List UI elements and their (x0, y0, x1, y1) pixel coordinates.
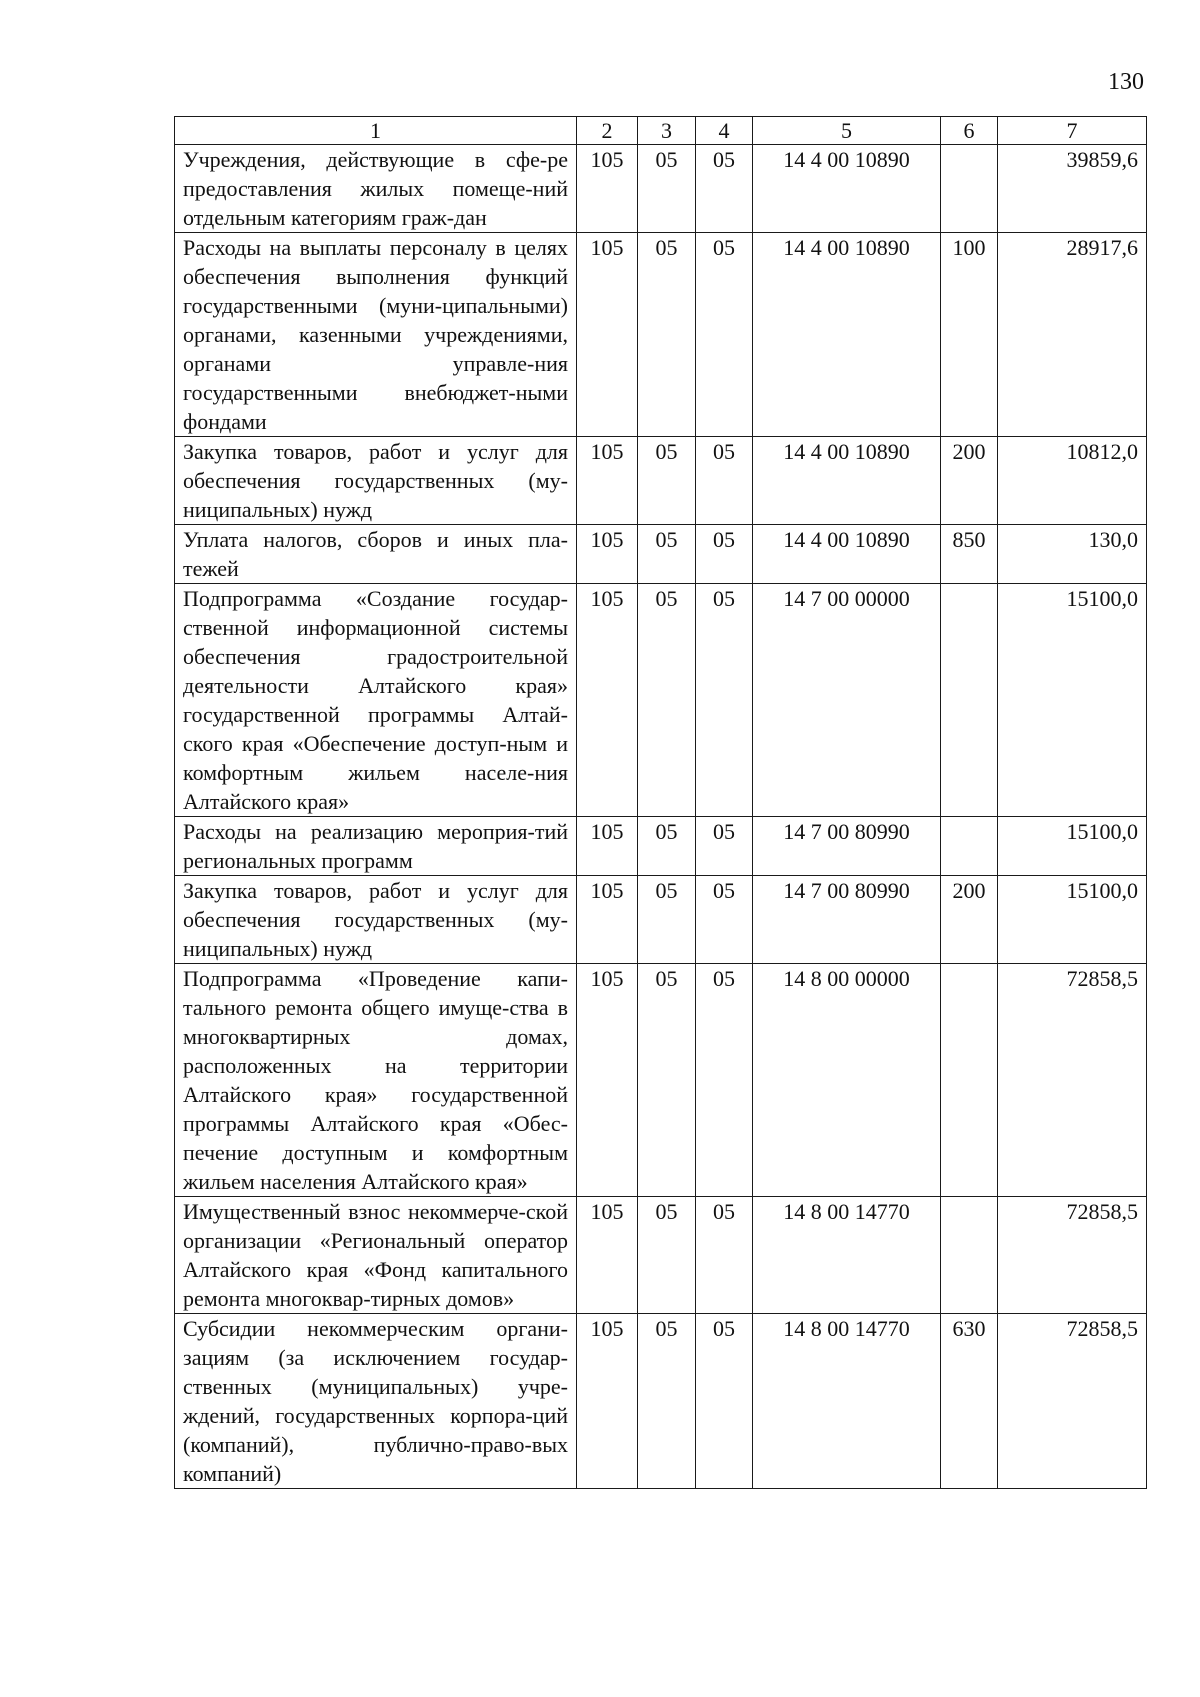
row-subsection-code: 05 (696, 817, 753, 876)
row-name: Имущественный взнос некоммерче-ской организации «Региональный оператор Алтайского края «Фонд капитального ремонта многоквар-тирных домов» (175, 1197, 577, 1314)
row-subsection-code: 05 (696, 233, 753, 437)
row-section-code: 05 (638, 525, 696, 584)
row-ministry-code: 105 (577, 525, 638, 584)
row-target-code: 14 8 00 14770 (753, 1314, 941, 1489)
row-target-code: 14 8 00 00000 (753, 964, 941, 1197)
row-name: Субсидии некоммерческим органи-зациям (за исключением государ-ственных (муниципальных) учре-ждений, государственных корпора-ций (компаний), публично-право-вых компаний) (175, 1314, 577, 1489)
row-subsection-code: 05 (696, 584, 753, 817)
header-cell-2: 2 (577, 117, 638, 145)
row-target-code: 14 7 00 80990 (753, 817, 941, 876)
row-ministry-code: 105 (577, 876, 638, 964)
row-section-code: 05 (638, 584, 696, 817)
row-section-code: 05 (638, 964, 696, 1197)
row-amount: 15100,0 (998, 876, 1147, 964)
row-subsection-code: 05 (696, 525, 753, 584)
row-name: Учреждения, действующие в сфе-ре предоставления жилых помеще-ний отдельным категориям граж-дан (175, 145, 577, 233)
header-cell-6: 6 (941, 117, 998, 145)
header-cell-5: 5 (753, 117, 941, 145)
table-row (175, 437, 1147, 525)
row-ministry-code: 105 (577, 233, 638, 437)
row-amount: 72858,5 (998, 1314, 1147, 1489)
row-expense-type (941, 817, 998, 876)
table-row (175, 145, 1147, 233)
row-amount: 72858,5 (998, 1197, 1147, 1314)
row-target-code: 14 4 00 10890 (753, 525, 941, 584)
row-amount: 28917,6 (998, 233, 1147, 437)
row-target-code: 14 4 00 10890 (753, 233, 941, 437)
row-amount: 10812,0 (998, 437, 1147, 525)
header-cell-3: 3 (638, 117, 696, 145)
row-target-code: 14 8 00 14770 (753, 1197, 941, 1314)
row-name: Расходы на реализацию мероприя-тий региональных программ (175, 817, 577, 876)
row-expense-type (941, 584, 998, 817)
row-expense-type: 200 (941, 876, 998, 964)
row-target-code: 14 7 00 00000 (753, 584, 941, 817)
row-subsection-code: 05 (696, 437, 753, 525)
row-section-code: 05 (638, 1197, 696, 1314)
page-number: 130 (1108, 69, 1144, 95)
row-amount: 39859,6 (998, 145, 1147, 233)
row-amount: 15100,0 (998, 584, 1147, 817)
row-subsection-code: 05 (696, 964, 753, 1197)
row-name: Закупка товаров, работ и услуг для обеспечения государственных (му-ниципальных) нужд (175, 876, 577, 964)
table-row (175, 817, 1147, 876)
row-section-code: 05 (638, 876, 696, 964)
row-name: Расходы на выплаты персоналу в целях обеспечения выполнения функций государственными (муни-ципальными) органами, казенными учреждениями, органами управле-ния государственными внебюджет-ными фондами (175, 233, 577, 437)
table-row (175, 525, 1147, 584)
row-section-code: 05 (638, 817, 696, 876)
header-cell-7: 7 (998, 117, 1147, 145)
row-target-code: 14 4 00 10890 (753, 145, 941, 233)
row-expense-type: 200 (941, 437, 998, 525)
row-expense-type (941, 964, 998, 1197)
row-expense-type (941, 1197, 998, 1314)
header-row (175, 117, 1147, 145)
row-name: Закупка товаров, работ и услуг для обеспечения государственных (му-ниципальных) нужд (175, 437, 577, 525)
row-ministry-code: 105 (577, 1197, 638, 1314)
row-expense-type: 100 (941, 233, 998, 437)
row-ministry-code: 105 (577, 437, 638, 525)
row-ministry-code: 105 (577, 584, 638, 817)
budget-table (174, 116, 1147, 1489)
header-cell-1: 1 (175, 117, 577, 145)
table-row (175, 876, 1147, 964)
row-amount: 72858,5 (998, 964, 1147, 1197)
row-name: Подпрограмма «Создание государ-ственной информационной системы обеспечения градостроительной деятельности Алтайского края» государственной программы Алтай-ского края «Обеспечение доступ-ным и комфортным жильем населе-ния Алтайского края» (175, 584, 577, 817)
table-row (175, 1314, 1147, 1489)
table-row (175, 233, 1147, 437)
row-section-code: 05 (638, 1314, 696, 1489)
table-row (175, 1197, 1147, 1314)
table-row (175, 584, 1147, 817)
row-ministry-code: 105 (577, 964, 638, 1197)
row-amount: 130,0 (998, 525, 1147, 584)
row-section-code: 05 (638, 145, 696, 233)
row-name: Подпрограмма «Проведение капи-тального ремонта общего имуще-ства в многоквартирных домах, расположенных на территории Алтайского края» государственной программы Алтайского края «Обес-печение доступным и комфортным жильем населения Алтайского края» (175, 964, 577, 1197)
row-ministry-code: 105 (577, 817, 638, 876)
row-subsection-code: 05 (696, 1314, 753, 1489)
row-expense-type (941, 145, 998, 233)
row-name: Уплата налогов, сборов и иных пла-тежей (175, 525, 577, 584)
row-expense-type: 850 (941, 525, 998, 584)
table-row (175, 964, 1147, 1197)
row-subsection-code: 05 (696, 876, 753, 964)
row-subsection-code: 05 (696, 145, 753, 233)
row-target-code: 14 7 00 80990 (753, 876, 941, 964)
row-ministry-code: 105 (577, 145, 638, 233)
row-section-code: 05 (638, 437, 696, 525)
row-subsection-code: 05 (696, 1197, 753, 1314)
row-amount: 15100,0 (998, 817, 1147, 876)
header-cell-4: 4 (696, 117, 753, 145)
row-expense-type: 630 (941, 1314, 998, 1489)
row-section-code: 05 (638, 233, 696, 437)
row-target-code: 14 4 00 10890 (753, 437, 941, 525)
row-ministry-code: 105 (577, 1314, 638, 1489)
